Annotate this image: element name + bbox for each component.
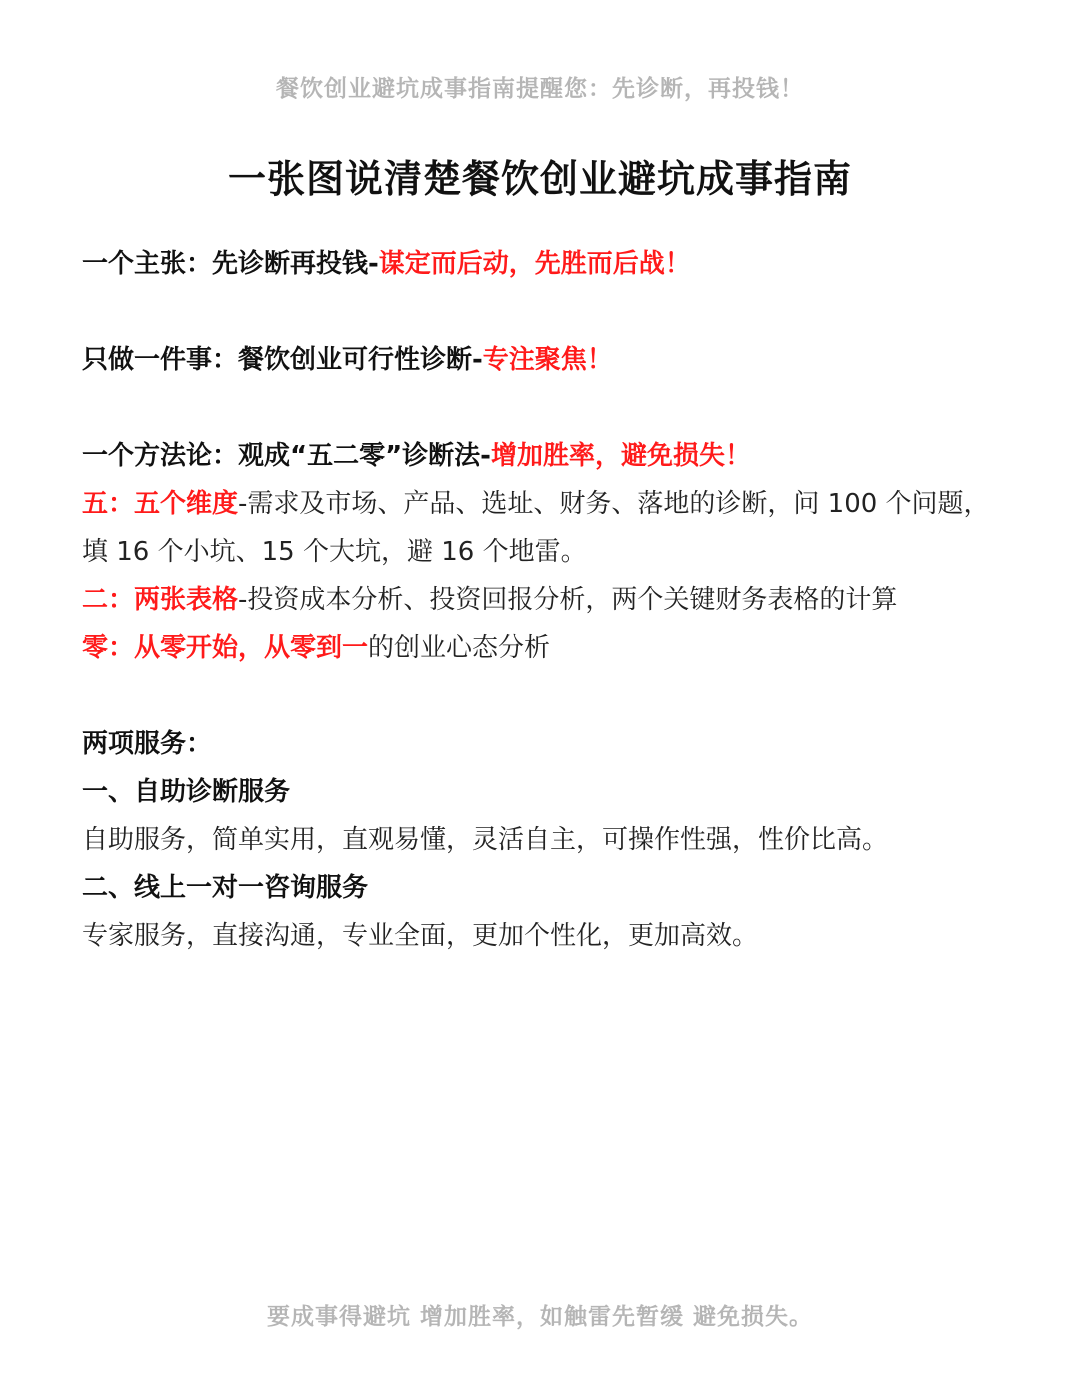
method-item-text: 的创业心态分析 [368,633,551,663]
method-highlight: 增加胜率，避免损失！ [490,441,751,471]
method-item-text: -需求及市场、产品、选址、财务、落地的诊断，问 100 个问题，填 16 个小坑、15 个大坑，避 16 个地雷。 [82,489,990,567]
method-item-key: 二：两张表格 [82,585,239,615]
claim-label: 一个主张：先诊断再投钱- [82,249,379,279]
method-item-key: 五：五个维度 [82,489,239,519]
service-desc-self: 自助服务，简单实用，直观易懂，灵活自主，可操作性强，性价比高。 [82,825,889,855]
method-label: 一个方法论：观成“五二零”诊断法- [82,441,491,471]
method-item-text: -投资成本分析、投资回报分析，两个关键财务表格的计算 [238,585,898,615]
focus-highlight: 专注聚焦！ [482,345,613,375]
method-item-two [82,576,1012,624]
method-line [82,432,1012,480]
header-note: 餐饮创业避坑成事指南提醒您：先诊断，再投钱！ [276,76,804,102]
service-title-consult: 二、线上一对一咨询服务 [82,873,369,903]
service-title-self: 一、自助诊断服务 [82,777,291,807]
focus-line [82,336,1012,384]
service-desc-consult: 专家服务，直接沟通，专业全面，更加个性化，更加高效。 [82,921,759,951]
page-title: 一张图说清楚餐饮创业避坑成事指南 [227,157,852,201]
method-item-zero [82,624,1012,672]
method-item-five [82,480,1012,576]
footer-note: 要成事得避坑 增加胜率，如触雷先暂缓 避免损失。 [266,1304,813,1330]
services-heading: 两项服务： [82,729,213,759]
claim-line [82,240,1012,288]
claim-highlight: 谋定而后动，先胜而后战！ [378,249,691,279]
focus-label: 只做一件事：餐饮创业可行性诊断- [82,345,483,375]
main-content [82,240,1012,960]
method-item-key: 零：从零开始，从零到一 [82,633,369,663]
